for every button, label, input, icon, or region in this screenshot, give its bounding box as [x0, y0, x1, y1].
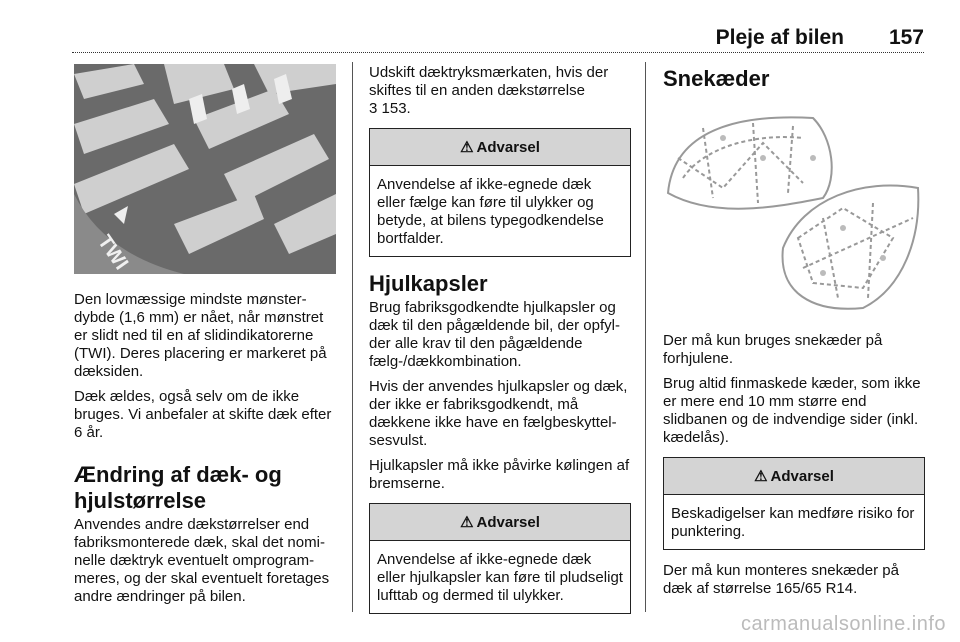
column-3 — [663, 64, 925, 605]
warning-triangle-icon: ⚠ — [460, 139, 474, 156]
tire-tread-icon — [74, 64, 336, 274]
column-2 — [369, 64, 631, 626]
warning-header — [370, 504, 630, 541]
snow-chain-icon — [663, 98, 923, 316]
paragraph: Brug altid finmaskede kæder, som ikke er mere end 10 mm større end slidbanen og de indvendige sider (inkl. kædelås). — [663, 375, 921, 446]
warning-text: Beskadigelser kan medføre risiko for punktering. — [671, 505, 915, 540]
warning-text: Anvendelse af ikke-egnede dæk eller fælge kan føre til ulykker og betyde, at bilens typegodkendelse bortfalder. — [377, 176, 604, 247]
section-heading: Ændring af dæk- og hjulstørrelse — [74, 462, 282, 513]
warning-box — [663, 457, 925, 550]
warning-title: Advarsel — [770, 467, 834, 485]
warning-box — [369, 503, 631, 614]
warning-title: Advarsel — [476, 138, 540, 156]
header-divider — [72, 52, 924, 53]
column-divider-2 — [645, 62, 646, 612]
paragraph: Der må kun monteres snekæder på dæk af størrelse 165/65 R14. — [663, 562, 899, 597]
paragraph: Der må kun bruges snekæder på forhjulene. — [663, 332, 883, 367]
warning-triangle-icon: ⚠ — [460, 514, 474, 531]
warning-title: Advarsel — [476, 513, 540, 531]
warning-triangle-icon: ⚠ — [754, 468, 768, 485]
warning-header — [664, 458, 924, 495]
watermark: carmanualsonline.info — [740, 613, 946, 635]
section-heading: Hjulkapsler — [369, 271, 488, 296]
column-1 — [74, 64, 338, 613]
column-divider-1 — [352, 62, 353, 612]
paragraph: Brug fabriksgodkendte hjulkapsler og dæk til den pågældende bil, der opfylder alle krav til den pågældende fælg-/dækkombination. — [369, 299, 620, 370]
paragraph: Den lovmæssige mindste mønsterdybde (1,6 mm) er nået, når mønstret er slidt ned til en af slidindikatorerne (TWI). Deres placering er markeret på dæksiden. — [74, 291, 327, 380]
paragraph: Dæk ældes, også selv om de ikke bruges. Vi anbefaler at skifte dæk efter 6 år. — [74, 388, 332, 441]
paragraph: Hjulkapsler må ikke påvirke kølingen af bremserne. — [369, 457, 630, 492]
warning-header — [370, 129, 630, 166]
paragraph: Hvis der anvendes hjulkapsler og dæk, der ikke er fabriksgodkendt, må dækkene ikke have en fælgbeskyttelsesvulst. — [369, 378, 628, 449]
twi-label: TWI — [93, 231, 133, 274]
paragraph: Anvendes andre dækstørrelser end fabriksmonterede dæk, skal det nominelle dæktryk eventuelt omprogrammeres, og der skal eventuelt foretages andre ændringer på bilen. — [74, 516, 330, 605]
warning-text: Anvendelse af ikke-egnede dæk eller hjulkapsler kan føre til pludseligt lufttab og dermed til ulykker. — [377, 551, 623, 604]
page-header — [72, 26, 924, 48]
section-heading: Snekæder — [663, 66, 770, 91]
paragraph: Udskift dæktryksmærkaten, hvis der skiftes til en anden dækstørrelse — [369, 64, 609, 99]
page-number: 157 — [888, 26, 924, 49]
page-title: Pleje af bilen — [715, 26, 844, 49]
warning-box — [369, 128, 631, 257]
page-reference[interactable]: 3 153. — [369, 100, 411, 117]
